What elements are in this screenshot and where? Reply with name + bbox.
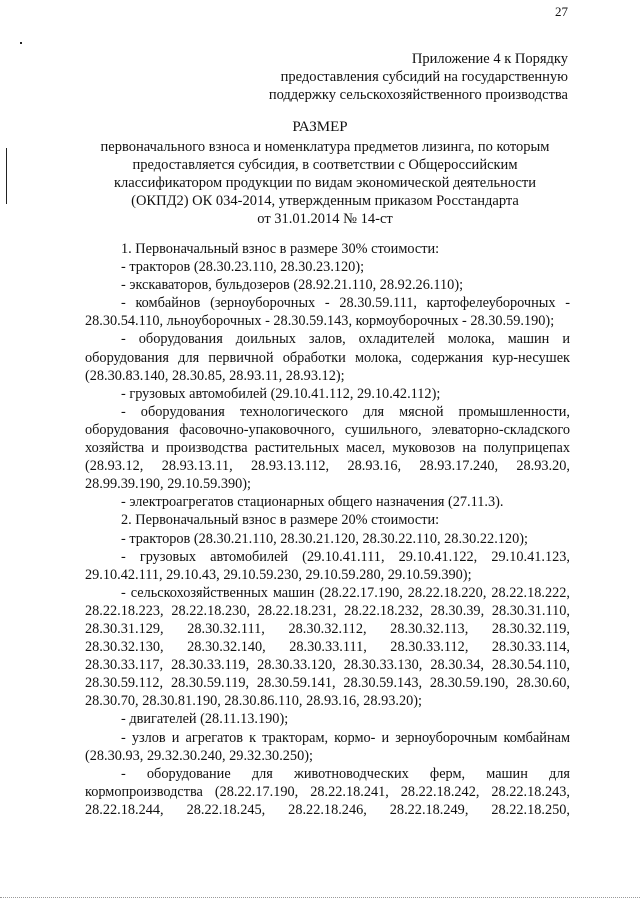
section-heading-30: 1. Первоначальный взнос в размере 30% стоимости:: [121, 241, 440, 257]
list-item: - электроагрегатов стационарных общего назначения (27.11.3).: [121, 494, 504, 511]
list-item: - грузовых автомобилей (29.10.41.112, 29.10.42.112);: [121, 385, 441, 402]
annex-header: [269, 50, 568, 104]
subtitle-line: (ОКПД2) ОК 034-2014, утвержденным приказом Росстандарта: [131, 193, 519, 209]
list-item: - грузовых автомобилей (29.10.41.111, 29.10.41.122, 29.10.41.123, 29.10.42.111, 29.10.43, 29.10.59.230, 29.10.59.280, 29.10.59.390);: [85, 548, 570, 583]
scan-bottom-edge: [0, 897, 640, 898]
list-item: - сельскохозяйственных машин (28.22.17.190, 28.22.18.220, 28.22.18.222, 28.22.18.223, 28.22.18.230, 28.22.18.231, 28.22.18.232, 28.30.39, 28.30.31.110, 28.30.31.129, 28.30.32.111, 28.30.32.112, 28.30.32.113, 28.30.32.119, 28.30.32.130, 28.30.32.140, 28.30.33.111, 28.30.33.112, 28.30.33.114, 28.30.33.117, 28.30.33.119, 28.30.33.120, 28.30.33.130, 28.30.34, 28.30.54.110, 28.30.59.112, 28.30.59.119, 28.30.59.141, 28.30.59.143, 28.30.59.190, 28.30.60, 28.30.70, 28.30.81.190, 28.30.86.110, 28.93.16, 28.93.20);: [85, 584, 570, 710]
subtitle-line: от 31.01.2014 № 14-ст: [257, 211, 393, 227]
document-subtitle: [80, 138, 570, 228]
list-item: - комбайнов (зерноуборочных - 28.30.59.111, картофелеуборочных - 28.30.54.110, льноуборочных - 28.30.59.143, кормоуборочных - 28.30.59.190);: [85, 295, 570, 330]
subtitle-line: первоначального взноса и номенклатура предметов лизинга, по которым: [100, 139, 550, 155]
scan-speck: [20, 42, 22, 44]
annex-line: Приложение 4 к Порядку: [411, 51, 568, 67]
subtitle-line: предоставляется субсидия, в соответствии с Общероссийским: [132, 157, 518, 173]
list-item: - тракторов (28.30.21.110, 28.30.21.120, 28.30.22.110, 28.30.22.120);: [121, 530, 528, 547]
list-item: - оборудования доильных залов, охладителей молока, машин и оборудования для первичной обработки молока, содержания кур-несушек (28.30.83.140, 28.30.85, 28.93.11, 28.93.12);: [85, 331, 570, 384]
annex-line: предоставления субсидий на государственную: [280, 69, 568, 85]
list-item: - оборудование для животноводческих ферм, машин для кормопроизводства (28.22.17.190, 28.22.18.241, 28.22.18.242, 28.22.18.243, 28.22.18.244, 28.22.18.245, 28.22.18.246, 28.22.18.249, 28.22.18.250,: [85, 765, 570, 818]
section-heading-20: 2. Первоначальный взнос в размере 20% стоимости:: [121, 512, 440, 529]
subtitle-line: классификатором продукции по видам экономической деятельности: [113, 175, 536, 191]
document-body: [85, 240, 570, 819]
list-item: - оборудования технологического для мясной промышленности, оборудования фасовочно-упаковочного, сушильного, элеваторно-складского хозяйства и производства растительных масел, муковозов на полуприцепах (28.93.12, 28.93.13.11, 28.93.13.112, 28.93.16, 28.93.17.240, 28.93.20, 28.99.39.190, 29.10.59.390);: [85, 403, 570, 493]
document-title: РАЗМЕР: [292, 119, 348, 135]
page-number: 27: [555, 4, 568, 19]
list-item: - двигателей (28.11.13.190);: [121, 711, 289, 728]
list-item: - экскаваторов, бульдозеров (28.92.21.110, 28.92.26.110);: [121, 277, 464, 294]
scan-edge-mark: [6, 148, 7, 204]
list-item: - узлов и агрегатов к тракторам, кормо- и зерноуборочным комбайнам (28.30.93, 29.32.30.240, 29.32.30.250);: [85, 729, 570, 764]
list-item: - тракторов (28.30.23.110, 28.30.23.120);: [121, 259, 365, 276]
annex-line: поддержку сельскохозяйственного производства: [268, 87, 568, 103]
